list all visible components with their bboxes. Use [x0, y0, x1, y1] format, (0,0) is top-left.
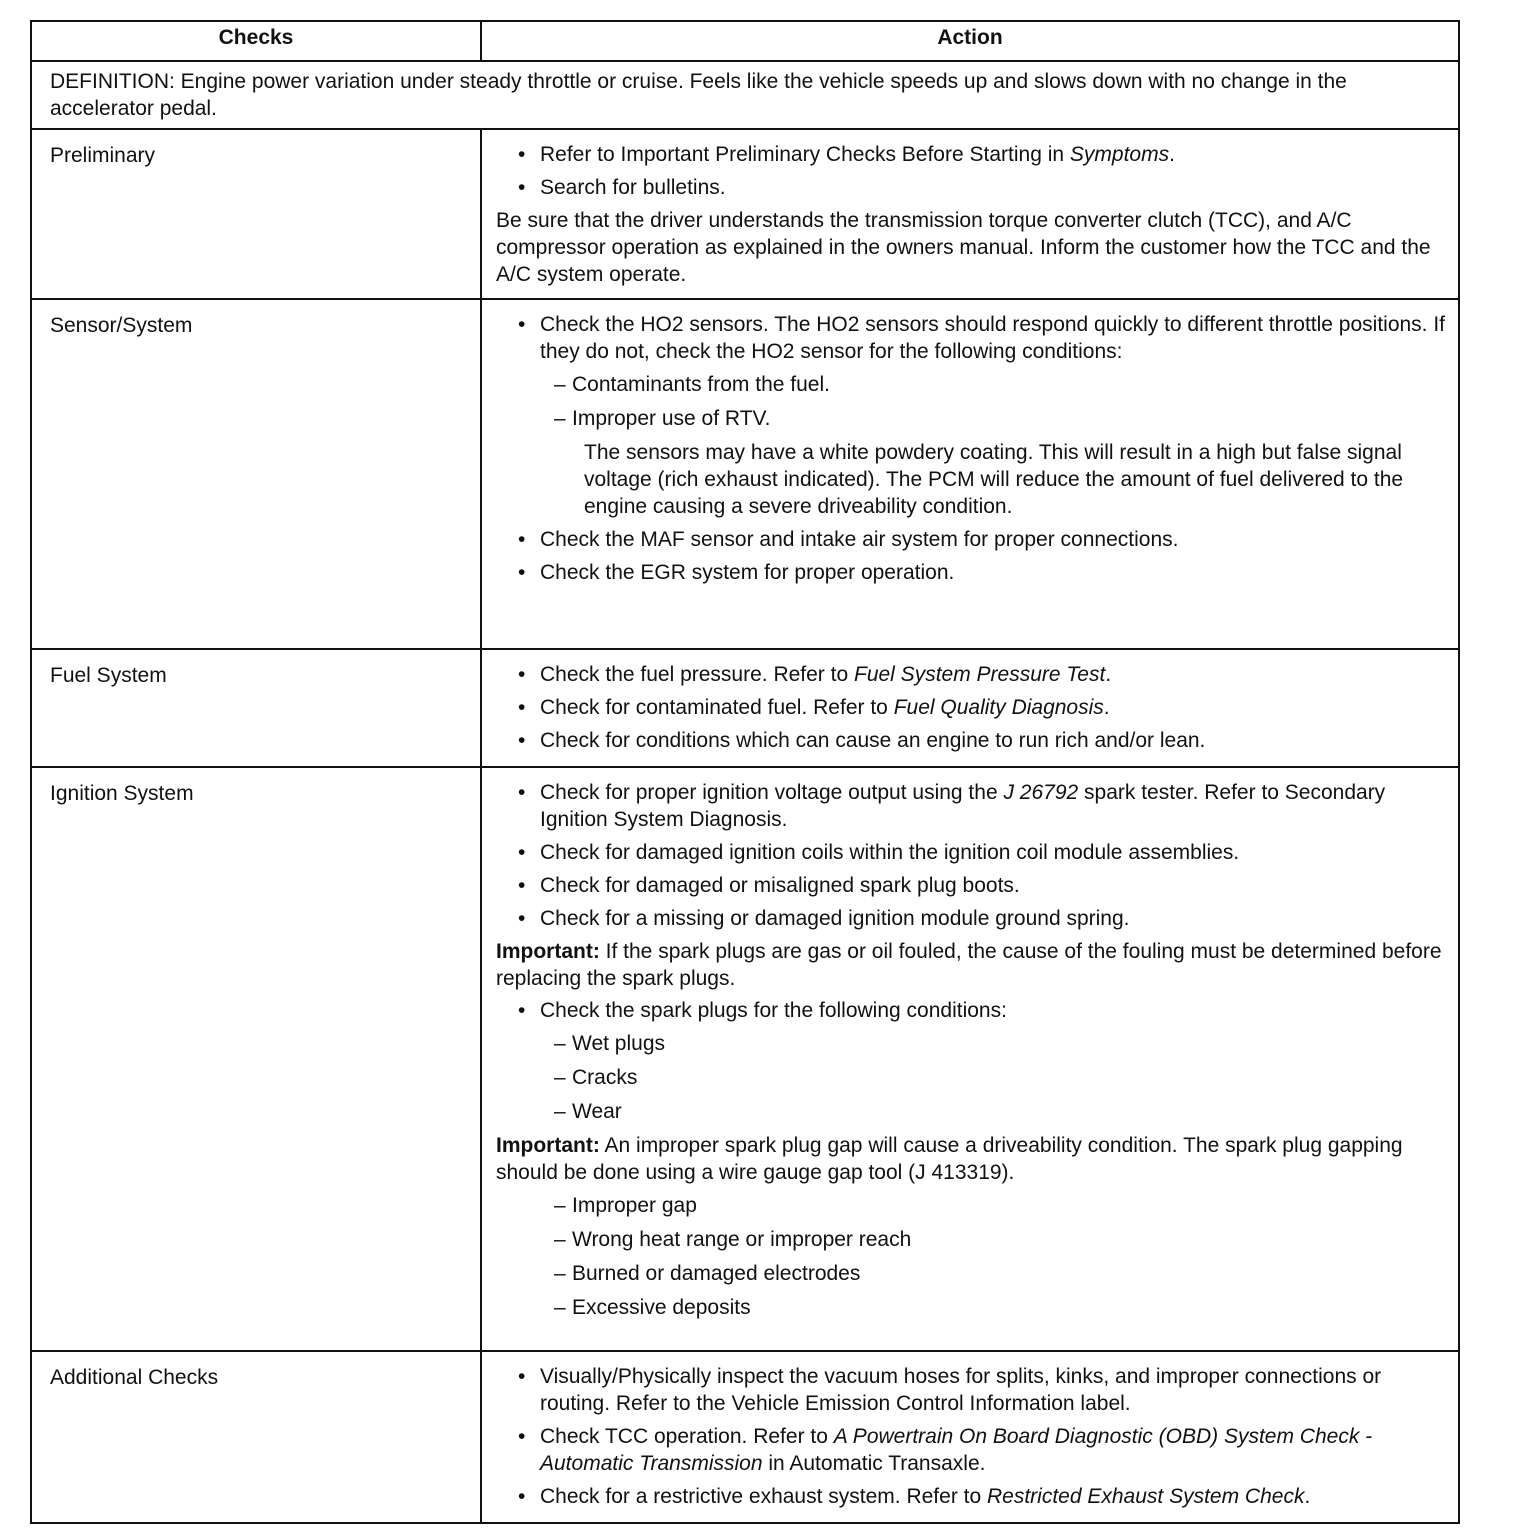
list-item: • Check the MAF sensor and intake air system for proper connections.	[496, 526, 1450, 553]
list-item: • Check the EGR system for proper operation.	[496, 559, 1450, 586]
important-note-gap	[496, 1132, 1450, 1186]
list-item: • Check for a missing or damaged ignition module ground spring.	[496, 905, 1450, 932]
list-item	[496, 661, 1450, 688]
bullet-text: Check the HO2 sensors. The HO2 sensors should respond quickly to different throttle positions. If they do not, check the HO2 sensor for the following conditions:	[540, 313, 1446, 363]
check-label-sensor-system: Sensor/System	[31, 299, 481, 649]
list-item: – Wrong heat range or improper reach	[496, 1226, 1450, 1253]
list-item	[496, 694, 1450, 721]
bullet-text: Check for contaminated fuel. Refer to	[540, 696, 894, 719]
bullet-text: Check the fuel pressure. Refer to	[540, 663, 854, 686]
list-item: – Improper use of RTV.	[496, 405, 1450, 432]
list-item	[496, 1423, 1450, 1477]
action-additional-checks	[481, 1351, 1459, 1523]
bullet-text: Check for proper ignition voltage output using the	[540, 781, 1004, 804]
table-row-fuel-system	[31, 649, 1459, 767]
checks-header: Checks	[31, 21, 481, 61]
list-item: – Contaminants from the fuel.	[496, 371, 1450, 398]
bullet-text: Check the spark plugs for the following conditions:	[540, 999, 1007, 1022]
diagnostic-table	[30, 20, 1460, 1524]
check-label-preliminary: Preliminary	[31, 129, 481, 299]
list-item: – Burned or damaged electrodes	[496, 1260, 1450, 1287]
action-header: Action	[481, 21, 1459, 61]
list-item	[496, 779, 1450, 833]
check-label-additional-checks: Additional Checks	[31, 1351, 481, 1523]
important-text: An improper spark plug gap will cause a driveability condition. The spark plug gapping should be done using a wire gauge gap tool (J 413319).	[496, 1134, 1403, 1184]
diagnostic-table-page	[30, 20, 1458, 1524]
reference-restricted-exhaust: Restricted Exhaust System Check	[987, 1485, 1305, 1508]
reference-symptoms: Symptoms	[1069, 143, 1170, 166]
check-label-ignition-system: Ignition System	[31, 767, 481, 1351]
header-row	[31, 21, 1459, 61]
preliminary-note: Be sure that the driver understands the transmission torque converter clutch (TCC), and A/C compressor operation as explained in the owners manual. Inform the customer how the TCC and the A/C system operate.	[496, 209, 1431, 286]
important-text: If the spark plugs are gas or oil fouled, the cause of the fouling must be determined before replacing the spark plugs.	[496, 940, 1442, 990]
reference-fuel-pressure-test: Fuel System Pressure Test	[854, 663, 1106, 686]
action-fuel-system	[481, 649, 1459, 767]
bullet-text: Refer to Important Preliminary Checks Before Starting in	[540, 143, 1070, 166]
bullet-text: .	[1103, 696, 1110, 719]
list-item: • Check for damaged or misaligned spark plug boots.	[496, 872, 1450, 899]
list-item: • Check for damaged ignition coils within the ignition coil module assemblies.	[496, 839, 1450, 866]
action-sensor-system	[481, 299, 1459, 649]
important-label: Important:	[496, 940, 600, 963]
list-item	[496, 1483, 1450, 1510]
list-item: – Wear	[496, 1098, 1450, 1125]
list-item: – Excessive deposits	[496, 1294, 1450, 1321]
list-item: • Check for conditions which can cause an engine to run rich and/or lean.	[496, 727, 1450, 754]
list-item: – Wet plugs	[496, 1030, 1450, 1057]
definition-row	[31, 61, 1459, 129]
bullet-text: .	[1105, 663, 1112, 686]
table-row-sensor-system	[31, 299, 1459, 649]
important-label: Important:	[496, 1134, 600, 1157]
reference-obd-system-check: A Powertrain On Board Diagnostic (OBD) System Check - Automatic Transmission	[540, 1425, 1373, 1475]
bullet-text: in Automatic Transaxle.	[762, 1452, 986, 1475]
list-item	[496, 997, 1450, 1125]
action-preliminary	[481, 129, 1459, 299]
sensor-coating-note: The sensors may have a white powdery coating. This will result in a high but false signal voltage (rich exhaust indicated). The PCM will reduce the amount of fuel delivered to the engine causing a severe driveability condition.	[584, 441, 1404, 518]
bullet-text: .	[1169, 143, 1175, 166]
table-row-preliminary	[31, 129, 1459, 299]
list-item: • Visually/Physically inspect the vacuum hoses for splits, kinks, and improper connections or routing. Refer to the Vehicle Emission Control Information label.	[496, 1363, 1450, 1417]
bullet-text: Check for a restrictive exhaust system. Refer to	[540, 1485, 987, 1508]
reference-fuel-quality: Fuel Quality Diagnosis	[893, 696, 1104, 719]
action-ignition-system	[481, 767, 1459, 1351]
tool-number: J 26792	[1003, 781, 1079, 804]
important-note-fouling	[496, 938, 1450, 992]
list-item: • Search for bulletins.	[496, 174, 1450, 201]
table-row-ignition-system	[31, 767, 1459, 1351]
list-item	[496, 141, 1450, 168]
check-label-fuel-system: Fuel System	[31, 649, 481, 767]
bullet-text: .	[1304, 1485, 1311, 1508]
list-item: – Improper gap	[496, 1192, 1450, 1219]
list-item	[496, 311, 1450, 520]
table-row-additional-checks	[31, 1351, 1459, 1523]
definition-text: DEFINITION: Engine power variation under steady throttle or cruise. Feels like the vehicle speeds up and slows down with no change in the accelerator pedal.	[31, 61, 1459, 129]
list-item: – Cracks	[496, 1064, 1450, 1091]
bullet-text: Check TCC operation. Refer to	[540, 1425, 834, 1448]
bullet-text: spark tester. Refer to Secondary Ignition System Diagnosis.	[540, 781, 1386, 831]
